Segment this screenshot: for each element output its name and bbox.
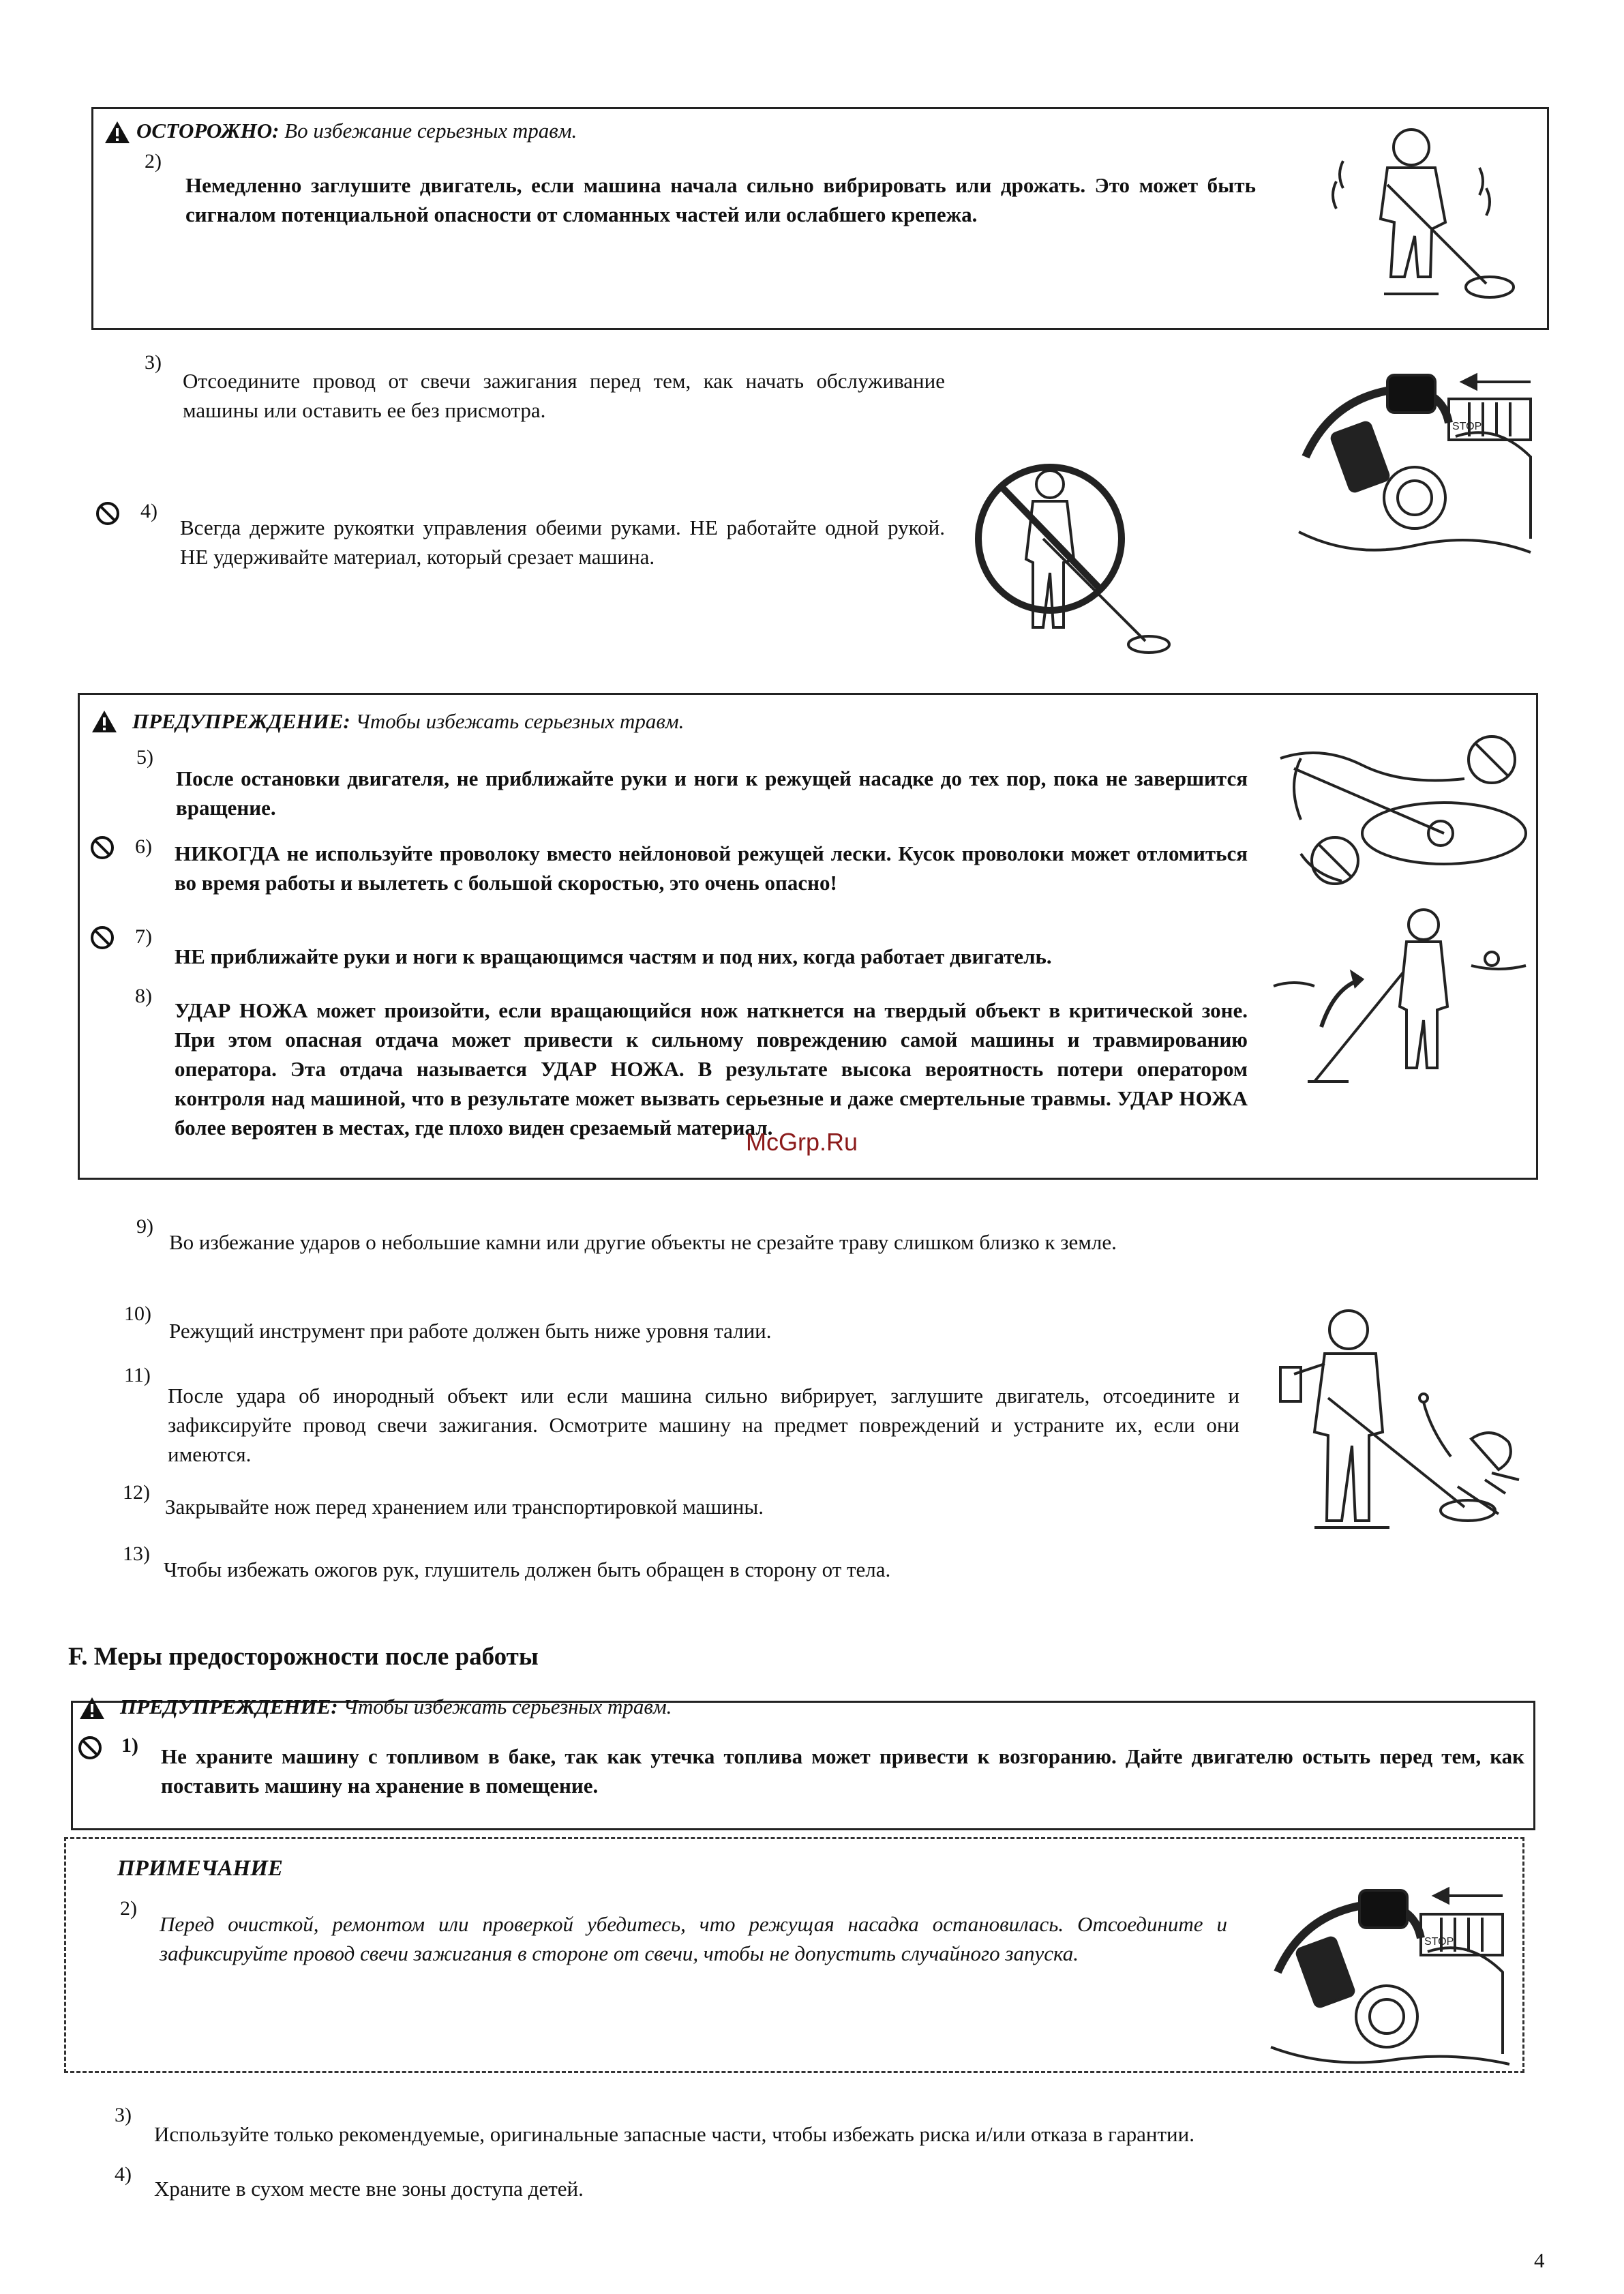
rotating-parts-illustration <box>1274 731 1539 895</box>
trimmer-operator-illustration <box>1267 1302 1526 1548</box>
item-text: НИКОГДА не используйте проволоку вместо нейлоновой режущей лески. Кусок проволоки может отломиться во время работы и вылететь с большой скоростью, это очень опасно! <box>175 841 1248 895</box>
caution-subtitle: Во избежание серьезных травм. <box>284 119 577 143</box>
item-text: Во избежание ударов о небольшие камни или другие объекты не срезайте траву слишком близко к земле. <box>169 1230 1117 1254</box>
warning-triangle-icon <box>104 120 131 145</box>
warning-triangle-icon <box>78 1696 106 1720</box>
watermark: McGrp.Ru <box>746 1128 858 1156</box>
warning-subtitle: Чтобы избежать серьезных травм. <box>355 709 685 733</box>
item-number: 5) <box>136 746 153 769</box>
note-title: ПРИМЕЧАНИЕ <box>117 1856 283 1881</box>
item-text: Всегда держите рукоятки управления обеими руками. НЕ работайте одной рукой. НЕ удерживайте материал, который срезает машина. <box>180 516 945 569</box>
item-number: 9) <box>136 1215 153 1238</box>
item-number: 1) <box>121 1734 138 1757</box>
item-number: 7) <box>135 925 152 948</box>
trimmer-vibration-illustration <box>1323 120 1527 318</box>
item-number: 4) <box>115 2163 132 2186</box>
item-number: 10) <box>124 1302 151 1325</box>
warning-triangle-icon <box>91 709 118 734</box>
kickback-illustration <box>1267 904 1539 1109</box>
item-text: Используйте только рекомендуемые, оригинальные запасные части, чтобы избежать риска и/или отказа в гарантии. <box>154 2122 1194 2146</box>
item-text: Отсоедините провод от свечи зажигания перед тем, как начать обслуживание машины или оставить ее без присмотра. <box>183 369 945 422</box>
one-hand-prohibited-illustration <box>975 457 1193 668</box>
item-number: 3) <box>115 2104 132 2126</box>
spark-plug-illustration <box>1264 1877 1516 2074</box>
item-text: Перед очисткой, ремонтом или проверкой убедитесь, что режущая насадка остановилась. Отсоедините и зафиксируйте провод свечи зажигания в стороне от свечи, чтобы не допустить случайного запуска. <box>160 1912 1227 1965</box>
warning-label: ПРЕДУПРЕЖДЕНИЕ: <box>120 1695 338 1718</box>
item-text: Не храните машину с топливом в баке, так как утечка топлива может привести к возгоранию. Дайте двигателю остыть перед тем, как поставить машину на хранение в помещение. <box>161 1744 1524 1798</box>
prohibited-icon <box>78 1736 102 1760</box>
item-number: 11) <box>124 1364 151 1386</box>
item-text: Закрывайте нож перед хранением или транспортировкой машины. <box>165 1495 764 1519</box>
stop-label: STOP <box>1452 421 1482 432</box>
stop-label: STOP <box>1424 1936 1454 1948</box>
prohibited-icon <box>95 501 120 526</box>
warning-header <box>132 709 684 734</box>
prohibited-icon <box>90 835 115 860</box>
warning-label: ПРЕДУПРЕЖДЕНИЕ: <box>132 709 350 733</box>
caution-label: ОСТОРОЖНО: <box>136 119 280 143</box>
item-text: Храните в сухом месте вне зоны доступа детей. <box>154 2177 584 2201</box>
item-number: 13) <box>123 1543 150 1565</box>
item-text: Чтобы избежать ожогов рук, глушитель должен быть обращен в сторону от тела. <box>164 1558 891 1581</box>
item-number: 2) <box>145 150 162 173</box>
item-number: 3) <box>145 351 162 374</box>
item-number: 8) <box>135 985 152 1007</box>
item-number: 12) <box>123 1481 150 1504</box>
section-title: F. Меры предосторожности после работы <box>68 1643 539 1671</box>
prohibited-icon <box>90 925 115 950</box>
item-text: После остановки двигателя, не приближайте руки и ноги к режущей насадке до тех пор, пока не завершится вращение. <box>176 766 1248 820</box>
warning-header <box>120 1695 672 1719</box>
item-text: Режущий инструмент при работе должен быть ниже уровня талии. <box>169 1319 772 1343</box>
spark-plug-illustration <box>1292 361 1537 566</box>
page-number: 4 <box>1534 2248 1545 2272</box>
item-text: Немедленно заглушите двигатель, если машина начала сильно вибрировать или дрожать. Это может быть сигналом потенциальной опасности от сломанных частей или ослабшего крепежа. <box>185 173 1256 226</box>
item-text: После удара об инородный объект или если машина сильно вибрирует, заглушите двигатель, отсоедините и зафиксируйте провод свечи зажигания. Осмотрите машину на предмет повреждений и устраните их, если они имеются. <box>168 1384 1239 1466</box>
item-text: УДАР НОЖА может произойти, если вращающийся нож наткнется на твердый объект в критической зоне. При этом опасная отдача может привести к сильному повреждению самой машины и травмированию оператора. Эта отдача называется УДАР НОЖА. В результате высока вероятность потери оператором контроля над машиной, что в результате может вызвать серьезные и даже смертельные травмы. УДАР НОЖА более вероятен в местах, где плохо виден срезаемый материал. <box>175 998 1248 1139</box>
warning-subtitle: Чтобы избежать серьезных травм. <box>343 1695 672 1718</box>
item-number: 6) <box>135 835 152 858</box>
item-number: 4) <box>140 500 157 522</box>
item-text: НЕ приближайте руки и ноги к вращающимся частям и под них, когда работает двигатель. <box>175 944 1052 968</box>
item-number: 2) <box>120 1897 137 1920</box>
caution-header <box>136 119 577 143</box>
